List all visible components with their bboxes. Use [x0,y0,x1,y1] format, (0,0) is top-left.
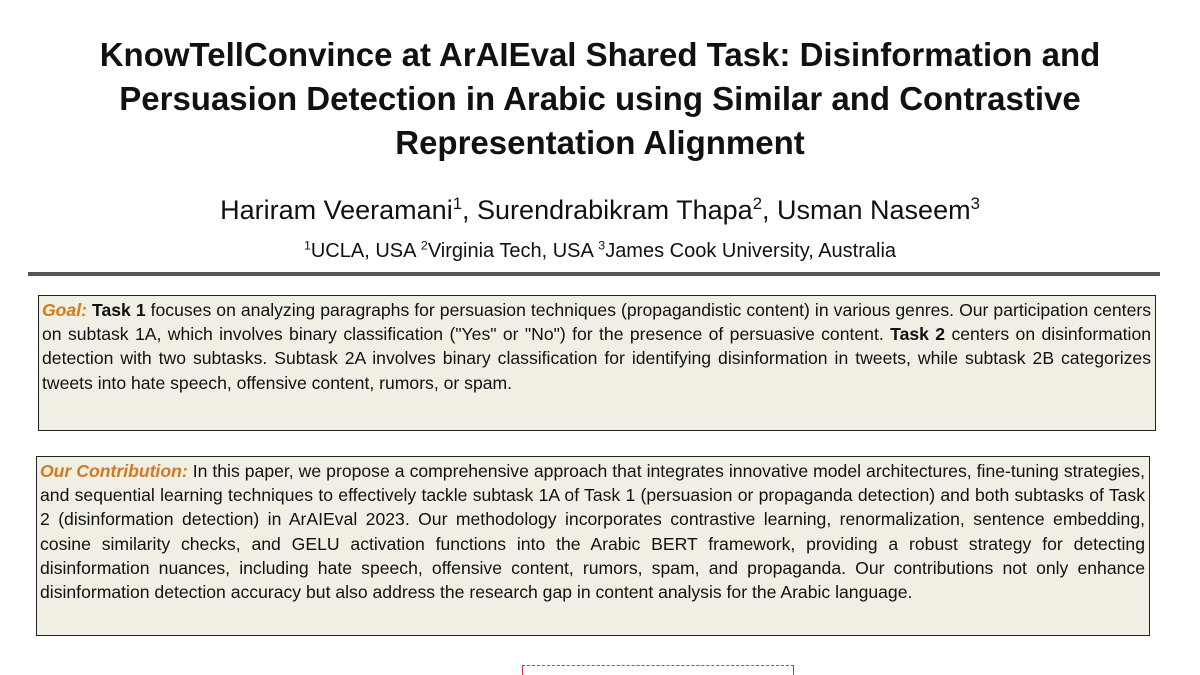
author-list [0,192,1200,228]
dashed-marker [522,665,794,675]
author-separator: , [462,195,478,225]
contribution-box [36,456,1150,636]
author-separator: , [762,195,778,225]
affiliation-list [0,237,1200,265]
author-affiliation-marker: 2 [752,194,762,213]
title-line-1: KnowTellConvince at ArAIEval Shared Task: Disinformation and [99,36,1101,73]
goal-box [38,295,1156,431]
contribution-text: In this paper, we propose a comprehensive approach that integrates innovative model architectures, fine-tuning strategies, and sequential learning techniques to effectively tackle subtask 1A of Task 1 (persuasion or propaganda detection) and both subtasks of Task 2 (disinformation detection) in ArAIEval 2023. Our methodology incorporates contrastive learning, renormalization, sentence embedding, cosine similarity checks, and GELU activation functions into the Arabic BERT framework, providing a robust strategy for detecting disinformation nuances, including hate speech, offensive content, rumors, spam, and propaganda. Our contributions not only enhance disinformation detection accuracy but also address the research gap in content analysis for the Arabic language. [40,461,1145,603]
paper-title [0,33,1200,165]
goal-text-part1: focuses on analyzing paragraphs for persuasion techniques (propagandistic content) in various genres. Our participation centers on subtask 1A, which involves binary classification ("Yes" or "No") for the presence of persuasive content. [42,300,1152,345]
title-line-2: Persuasion Detection in Arabic using Similar and Contrastive [119,80,1081,117]
task2-label: Task 2 [890,324,946,345]
author-affiliation-marker: 3 [970,194,980,213]
affiliation-name: Virginia Tech, USA [427,240,599,262]
contribution-label: Our Contribution: [40,461,188,481]
affiliation-marker: 3 [598,238,606,253]
task1-label: Task 1 [92,300,146,320]
affiliation-marker: 1 [303,238,311,253]
affiliation-name: UCLA, USA [310,240,421,262]
title-line-3: Representation Alignment [395,124,805,161]
author-name: Usman Naseem [777,195,971,225]
author-name: Surendrabikram Thapa [477,195,753,225]
goal-label: Goal: [42,300,87,320]
author-name: Hariram Veeramani [220,195,453,225]
goal-text-part2: centers on disinformation detection with two subtasks. Subtask 2A involves binary classification for identifying disinformation in tweets, while subtask 2B categorizes tweets into hate speech, offensive content, rumors, or spam. [42,324,1152,393]
header-divider [28,272,1160,276]
affiliation-marker: 2 [420,238,428,253]
author-affiliation-marker: 1 [452,194,463,213]
affiliation-name: James Cook University, Australia [605,240,897,262]
